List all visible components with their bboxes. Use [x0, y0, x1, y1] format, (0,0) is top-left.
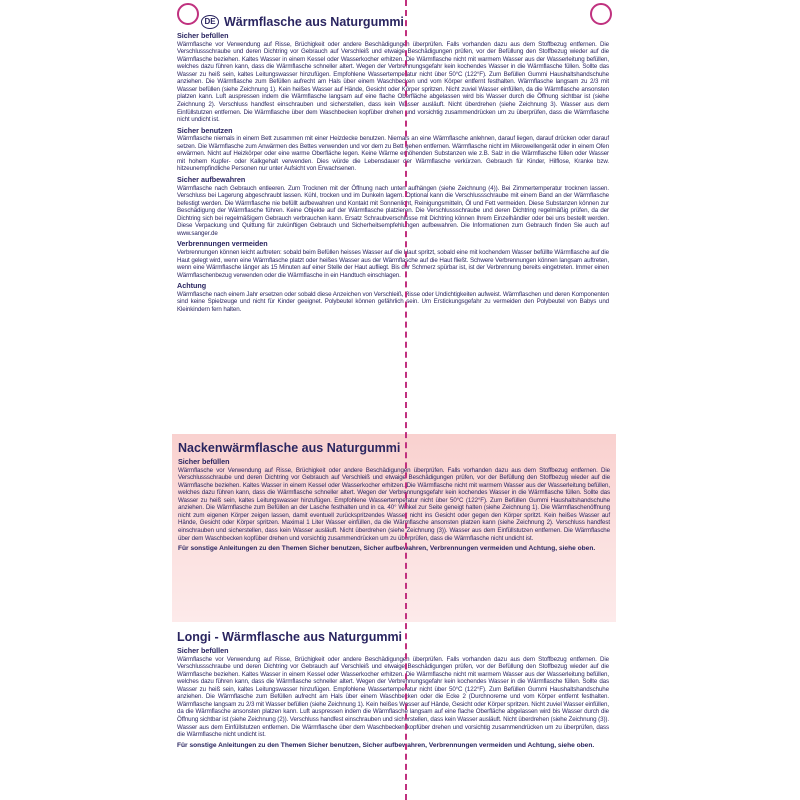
paragraph-fill: Wärmflasche vor Verwendung auf Risse, Brüchigkeit oder andere Beschädigungen überprüfen. Falls vorhanden dazu aus dem Stoffbezug entfernen. Die Verschlussschraube und deren Dichtring vor Gebrauch auf Verschleiß und etwaige Beschädigungen prüfen, vor der Befüllung den Stoffbezug wieder auf die Wärmflasche beziehen. Kaltes Wasser in einem Kessel oder Wasserkocher erhitzen. Die Wärmflasche nicht mit warmem Wasser aus der Wasserleitung befüllen, welches dazu führen kann, dass die Wärmflasche schneller altert. Wegen der Verbrennungsgefahr kein kochendes Wasser in die Wärmflasche füllen. Sollte das Wasser zu heiß sein, kaltes Leitungswasser hinzufügen. Empfohlene Wassertemperatur nicht über 50°C (122°F). Zum Befüllen Gummi Haushaltshandschuhe anziehen. Die Wärmflasche zum Befüllen aufrecht am Hals über einem Waschbecken und vom Körper entfernt festhalten. Wärmflasche langsam zu 2/3 mit Wasser befüllen (siehe Zeichnung 1). Kein heißes Wasser auf Hände, Gesicht oder Körper spritzen. Nicht zuviel Wasser einfüllen, da die Wärmflasche ansonsten platzen kann. Luft auspressen indem die Wärmflasche langsam auf eine flache Oberfläche abgelassen wird bis Wasser durch die Öffnung sichtbar ist (siehe Zeichnung 2). Verschluss handfest einschrauben und sicherstellen, dass kein Wasser ausläuft. Nicht überdrehen (siehe Zeichnung 3). Wasser aus dem Einfüllstutzen entfernen. Die Wärmflasche über dem Waschbecken kopfüber drehen und vorsichtig zusammendrücken um zu überprüfen, dass die Wärmflasche nicht undicht ist. [177, 40, 609, 124]
section-title [177, 15, 609, 29]
heading-store: Sicher aufbewahren [177, 174, 246, 184]
paragraph-fill: Wärmflasche vor Verwendung auf Risse, Brüchigkeit oder andere Beschädigungen überprüfen. Falls vorhanden dazu aus dem Stoffbezug entfernen. Die Verschlussschraube und deren Dichtring vor Gebrauch auf Verschleiß und etwaige Beschädigungen prüfen, vor der Befüllung den Stoffbezug wieder auf die Wärmflasche beziehen. Kaltes Wasser in einem Kessel oder Wasserkocher erhitzen. Die Wärmflasche nicht mit warmem Wasser aus der Wasserleitung befüllen, welches dazu führen kann, dass die Wärmflasche schneller altert. Wegen der Verbrennungsgefahr kein kochendes Wasser in die Wärmflasche füllen. Sollte das Wasser zu heiß sein, kaltes Leitungswasser hinzufügen. Empfohlene Wassertemperatur nicht über 50°C (122°F). Zum Befüllen Gummi Haushaltshandschuhe anziehen. Die Wärmflasche zum Befüllen aufrecht am Hals über einem Waschbecken oder die Ecke 2 (Durchnoreme und vom Körper entfernt festhalten. Wärmflasche langsam zu 2/3 mit Wasser befüllen (siehe Zeichnung 1). Kein heißes Wasser auf Hände, Gesicht oder Körper spritzen. Nicht zuviel Wasser einfüllen, da die Wärmflasche ansonsten platzen kann. Luft auspressen indem die Wärmflasche langsam auf eine flache Oberfläche abgelassen wird bis Wasser durch die Öffnung sichtbar ist (siehe Zeichnung (2)). Verschluss handfest einschrauben und sicherstellen, dass kein Wasser ausläuft. Nicht überdrehen (siehe Zeichnung (3)). Wasser aus dem Einfüllstutzen entfernen. Die Wärmflasche über dem Waschbecken kopfüber drehen und vorsichtig zusammendrücken um zu überprüfen, dass die Wärmflasche nicht undicht ist. [177, 655, 609, 739]
language-badge-icon: DE [201, 15, 219, 29]
heading-warn: Achtung [177, 281, 207, 291]
heading-burn: Verbrennungen vermeiden [177, 239, 268, 249]
fold-line [405, 0, 407, 800]
paragraph-burn: Verbrennungen können leicht auftreten: sobald beim Befüllen heisses Wasser auf die Haut spritzt, sobald eine mit kochendem Wasser befüllte Wärmflasche auf die Haut gelegt wird, wenn eine Wärmflasche platzt oder heißes Wasser aus der Wärmflasche auf die Haut fließt. Schwere Verbrennungen können langsam auftreten, wenn eine Wärmflasche länger als 15 Minuten auf einer Stelle der Haut aufliegt. Bis der Schmerz spürbar ist, ist der Verbrennung bereits eingetreten. Immer einen Wärmflaschenbezug verwenden oder die Wärmflasche in ein Handtuch einschlagen. [177, 248, 609, 279]
heading-fill: Sicher befüllen [177, 646, 229, 655]
paragraph-fill: Wärmflasche vor Verwendung auf Risse, Brüchigkeit oder andere Beschädigungen überprüfen. Falls vorhanden dazu aus dem Stoffbezug entfernen. Die Verschlussschraube und deren Dichtring vor Gebrauch auf Verschleiß und etwaige Beschädigungen prüfen, vor der Befüllung den Stoffbezug wieder auf die Wärmflasche beziehen. Kaltes Wasser in einem Kessel oder Wasserkocher erhitzen. Die Wärmflasche nicht mit warmem Wasser aus der Wasserleitung befüllen, welches dazu führen kann, dass die Wärmflasche schneller altert. Wegen der Verbrennungsgefahr kein kochendes Wasser in die Wärmflasche füllen. Sollte das Wasser zu heiß sein, kaltes Leitungswasser hinzufügen. Empfohlene Wassertemperatur nicht über 50°C (122°F). Zum Befüllen Gummi Haushaltshandschuhe anziehen. Die Wärmflasche zum Befüllen an der Lasche festhalten und in ca. 40° Winkel zur Seite geneigt halten (siehe Zeichnung 1). Die Wärmflaschenöffnung nicht zum eigenen Körper zeigen lassen, damit eventuell zurückspritzendes Wasser nicht ins Gesicht oder gegen den Körper spritzt. Kein heißes Wasser auf Hände, Gesicht oder Körper spritzen. Maximal 1 Liter Wasser einfüllen, da die Wärmflasche ansonsten platzen kann (siehe Zeichnung 2). Verschluss handfest einschrauben und sicherstellen, dass kein Wasser ausläuft. Nicht überdrehen (siehe Zeichnung (3)). Wasser aus dem Einfüllstutzen entfernen. Die Wärmflasche über dem Waschbecken kopfüber drehen und vorsichtig zusammendrücken um zu überprüfen, dass die Wärmflasche nicht undicht ist. [178, 466, 610, 542]
heading-fill: Sicher befüllen [178, 457, 230, 466]
section-nackenwaermflasche [172, 434, 616, 622]
paragraph-warn: Wärmflasche nach einem Jahr ersetzen oder sobald diese Anzeichen von Verschleiß, Risse oder Undichtigkeiten aufweist. Wärmflaschen und deren Komponenten sind keine Spielzeuge und nicht für Kinder geeignet. Polybeutel können gefährlich sein. Um Erstickungsgefahr zu vermeiden den Polybeutel von Babys und Kleinkindern fern halten. [177, 290, 609, 313]
cross-reference-note: Für sonstige Anleitungen zu den Themen Sicher benutzen, Sicher aufbewahren, Verbrennungen vermeiden und Achtung, siehe oben. [178, 545, 596, 553]
paragraph-store: Wärmflasche nach Gebrauch entleeren. Zum Trocknen mit der Öffnung nach unten aufhängen (siehe Zeichnung (4)). Bei Zimmertemperatur trocknen lassen. Verschluss bei Lagerung abgeschraubt lassen. Kühl, trocken und im Dunkeln lagern. Optional kann die Verschlussschraube mit einem Band an der Wärmflasche befestigt werden. Die Wärmflasche nie befüllt aufbewahren und Kontakt mit Sonnenlicht, Reinigungsmitteln, Öl und Fett vermeiden. Diese Substanzen können zur Beschädigung der Wärmflasche führen. Keine Objekte auf der Wärmflasche platzieren. Die Verschlussschraube und deren Dichtring regelmäßig prüfen, da der Dichtring sich bei regelmäßigem Gebrauch verbrauchen kann. Ersatz Schraubverschlüsse mit Dichtring können Ihrem Einzelhändler oder bei uns bestellt werden. Diese Verpackung und Quittung für zukünftigen Gebrauch und Sicherheitsempfehlungen aufbewahren. Die Informationen zum Gebrauch finden Sie auch auf www.sanger.de [177, 184, 609, 237]
paragraph-use: Wärmflasche niemals in einem Bett zusammen mit einer Heizdecke benutzen. Niemals an eine Wärmflasche anlehnen, darauf liegen, darauf drücken oder darauf setzen. Die Wärmflasche zum Anwärmen des Bettes verwenden und vor dem zu Bett gehen entfernen. Wärmflasche nicht im Mikrowellengerät oder in einem Ofen erwärmen. Nicht auf Heizkörper oder eine warme Oberfläche legen. Keine Wärme erhöhenden Substanzen wie z.B. Salz in die Wärmflasche füllen oder Wasser mit hohem Kupfer- oder Kalkgehalt verwenden. Dies würde die Lebensdauer der Wärmflasche verkürzen. Gebrauch für Kinder, Hilflose, Kranke bzw. hitzeunempfindliche Personen nur unter Aufsicht von Erwachsenen. [177, 135, 609, 173]
cross-reference-note: Für sonstige Anleitungen zu den Themen Sicher benutzen, Sicher aufbewahren, Verbrennungen vermeiden und Achtung, siehe oben. [177, 741, 595, 749]
section-title-text: Wärmflasche aus Naturgummi [224, 15, 404, 29]
section-title: Nackenwärmflasche aus Naturgummi [178, 441, 401, 455]
section-title: Longi - Wärmflasche aus Naturgummi [177, 630, 403, 644]
section-longi-waermflasche [177, 630, 609, 750]
heading-use: Sicher benutzen [177, 125, 233, 135]
section-waermflasche [177, 8, 609, 313]
heading-fill: Sicher befüllen [177, 31, 229, 40]
